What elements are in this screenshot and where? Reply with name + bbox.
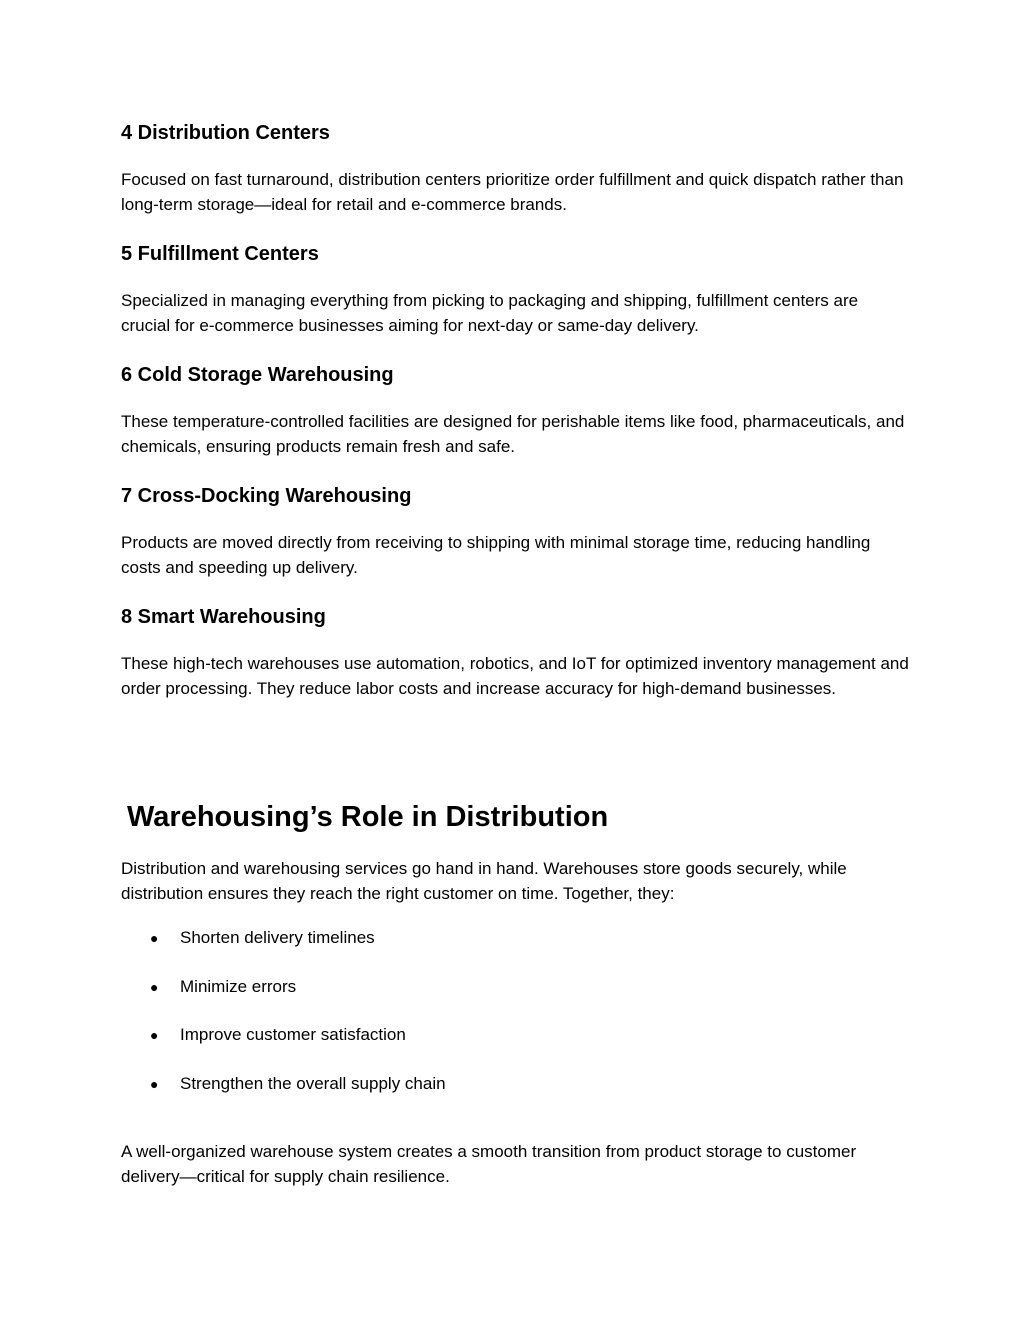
list-item-text: Minimize errors	[180, 977, 297, 996]
section-body-distribution-centers: Focused on fast turnaround, distribution centers prioritize order fulfillment and quick dispatch rather than long-term storage—ideal for retail and e-commerce brands.	[121, 170, 904, 214]
section-body-smart-warehousing: These high-tech warehouses use automation, robotics, and IoT for optimized inventory management and order processing. They reduce labor costs and increase accuracy for high-demand businesses.	[121, 654, 909, 698]
bullet-icon: ●	[150, 979, 159, 995]
section-heading-fulfillment-centers: 5 Fulfillment Centers	[121, 243, 319, 265]
role-intro: Distribution and warehousing services go hand in hand. Warehouses store goods securely, while distribution ensures they reach the right customer on time. Together, they:	[121, 859, 847, 903]
bullet-icon: ●	[150, 1076, 159, 1092]
role-closing: A well-organized warehouse system creates a smooth transition from product storage to customer delivery—critical for supply chain resilience.	[121, 1142, 857, 1186]
section-heading-cold-storage: 6 Cold Storage Warehousing	[121, 364, 394, 386]
section-body-cold-storage: These temperature-controlled facilities are designed for perishable items like food, pharmaceuticals, and chemicals, ensuring products remain fresh and safe.	[121, 412, 905, 456]
role-heading: Warehousing’s Role in Distribution	[127, 801, 609, 833]
section-heading-cross-docking: 7 Cross-Docking Warehousing	[121, 485, 412, 507]
section-body-fulfillment-centers: Specialized in managing everything from picking to packaging and shipping, fulfillment centers are crucial for e-commerce businesses aiming for next-day or same-day delivery.	[121, 291, 859, 335]
bullet-icon: ●	[150, 930, 159, 946]
bullet-icon: ●	[150, 1027, 159, 1043]
list-item-text: Improve customer satisfaction	[180, 1025, 406, 1044]
list-item-text: Strengthen the overall supply chain	[180, 1074, 446, 1093]
list-item-text: Shorten delivery timelines	[180, 928, 375, 947]
section-heading-smart-warehousing: 8 Smart Warehousing	[121, 606, 326, 628]
section-heading-distribution-centers: 4 Distribution Centers	[121, 122, 330, 144]
section-body-cross-docking: Products are moved directly from receiving to shipping with minimal storage time, reducing handling costs and speeding up delivery.	[121, 533, 871, 577]
